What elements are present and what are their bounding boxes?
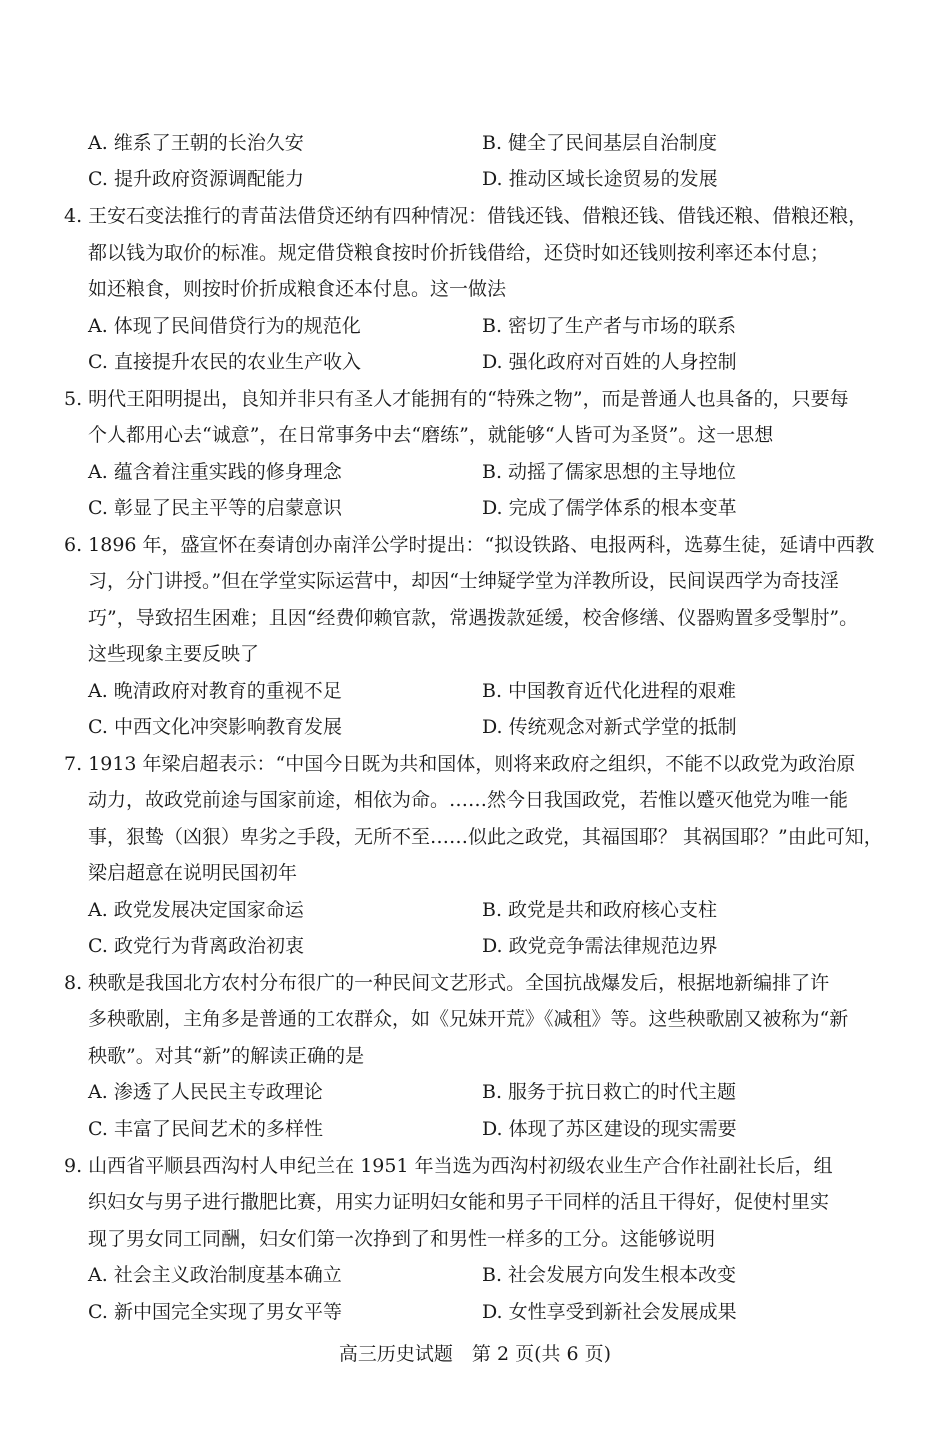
q8-stem-line-2: 多秧歌剧，主角多是普通的工农群众，如《兄妹开荒》《减租》等。这些秧歌剧又被称为“新 [88,1008,849,1030]
q9-stem-line-2: 织妇女与男子进行撒肥比赛，用实力证明妇女能和男子干同样的活且干得好，促使村里实 [88,1191,830,1213]
q4-stem-line-2: 都以钱为取价的标准。规定借贷粮食按时价折钱借给，还贷时如还钱则按利率还本付息； [88,242,830,264]
q3-option-a: A. 维系了王朝的长治久安 [88,132,304,154]
q9-stem-line-1: 9. 山西省平顺县西沟村人申纪兰在 1951 年当选为西沟村初级农业生产合作社副社长后，组 [64,1155,833,1177]
q6-stem-line-2: 习，分门讲授。”但在学堂实际运营中，却因“士绅疑学堂为洋教所设，民间误西学为奇技淫 [88,570,839,592]
q6-option-a: A. 晚清政府对教育的重视不足 [88,680,342,702]
q8-option-a: A. 渗透了人民民主专政理论 [88,1081,323,1103]
q4-option-a: A. 体现了民间借贷行为的规范化 [88,315,361,337]
q6-option-b: B. 中国教育近代化进程的艰难 [482,680,737,702]
q4-option-d: D. 强化政府对百姓的人身控制 [482,351,737,373]
q7-stem-line-3: 事，狠鸷（凶狠）卑劣之手段，无所不至……似此之政党，其福国耶？ 其祸国耶？”由此可知， [88,826,883,848]
q7-stem-line-2: 动力，故政党前途与国家前途，相依为命。……然今日我国政党，若惟以蹙灭他党为唯一能 [88,789,849,811]
q4-option-c: C. 直接提升农民的农业生产收入 [88,351,361,373]
q5-option-a: A. 蕴含着注重实践的修身理念 [88,461,342,483]
q7-option-b: B. 政党是共和政府核心支柱 [482,899,718,921]
q3-option-c: C. 提升政府资源调配能力 [88,168,304,190]
q6-stem-line-1: 6. 1896 年，盛宣怀在奏请创办南洋公学时提出：“拟设铁路、电报两科，选募生徒，延请中西教 [64,534,875,556]
q5-option-d: D. 完成了儒学体系的根本变革 [482,497,737,519]
q6-stem-line-3: 巧”，导致招生困难；且因“经费仰赖官款，常遇拨款延缓，校舍修缮、仪器购置多受掣肘”。 [88,607,859,629]
q5-stem-line-1: 5. 明代王阳明提出，良知并非只有圣人才能拥有的“特殊之物”，而是普通人也具备的，只要每 [64,388,849,410]
q7-option-d: D. 政党竞争需法律规范边界 [482,935,718,957]
q4-stem-line-3: 如还粮食，则按时价折成粮食还本付息。这一做法 [88,278,507,300]
q6-option-c: C. 中西文化冲突影响教育发展 [88,716,342,738]
q4-stem-line-1: 4. 王安石变法推行的青苗法借贷还纳有四种情况：借钱还钱、借粮还钱、借钱还粮、借粮还粮， [64,205,868,227]
q8-option-c: C. 丰富了民间艺术的多样性 [88,1118,323,1140]
q8-option-b: B. 服务于抗日救亡的时代主题 [482,1081,737,1103]
q9-option-b: B. 社会发展方向发生根本改变 [482,1264,737,1286]
q9-option-c: C. 新中国完全实现了男女平等 [88,1301,342,1323]
q4-option-b: B. 密切了生产者与市场的联系 [482,315,737,337]
q9-option-a: A. 社会主义政治制度基本确立 [88,1264,342,1286]
q7-stem-line-4: 梁启超意在说明民国初年 [88,862,298,884]
q9-stem-line-3: 现了男女同工同酬，妇女们第一次挣到了和男性一样多的工分。这能够说明 [88,1228,716,1250]
q8-option-d: D. 体现了苏区建设的现实需要 [482,1118,737,1140]
q7-option-c: C. 政党行为背离政治初衷 [88,935,304,957]
q6-stem-line-4: 这些现象主要反映了 [88,643,260,665]
q6-option-d: D. 传统观念对新式学堂的抵制 [482,716,737,738]
q7-option-a: A. 政党发展决定国家命运 [88,899,304,921]
q8-stem-line-3: 秧歌”。对其“新”的解读正确的是 [88,1045,365,1067]
page-footer: 高三历史试题 第 2 页(共 6 页) [338,1343,612,1365]
q5-option-c: C. 彰显了民主平等的启蒙意识 [88,497,342,519]
q3-option-b: B. 健全了民间基层自治制度 [482,132,718,154]
q5-stem-line-2: 个人都用心去“诚意”，在日常事务中去“磨练”，就能够“人皆可为圣贤”。这一思想 [88,424,774,446]
q8-stem-line-1: 8. 秧歌是我国北方农村分布很广的一种民间文艺形式。全国抗战爆发后，根据地新编排了许 [64,972,830,994]
q3-option-d: D. 推动区域长途贸易的发展 [482,168,718,190]
q9-option-d: D. 女性享受到新社会发展成果 [482,1301,737,1323]
q7-stem-line-1: 7. 1913 年梁启超表示：“中国今日既为共和国体，则将来政府之组织，不能不以政党为政治原 [64,753,856,775]
q5-option-b: B. 动摇了儒家思想的主导地位 [482,461,737,483]
